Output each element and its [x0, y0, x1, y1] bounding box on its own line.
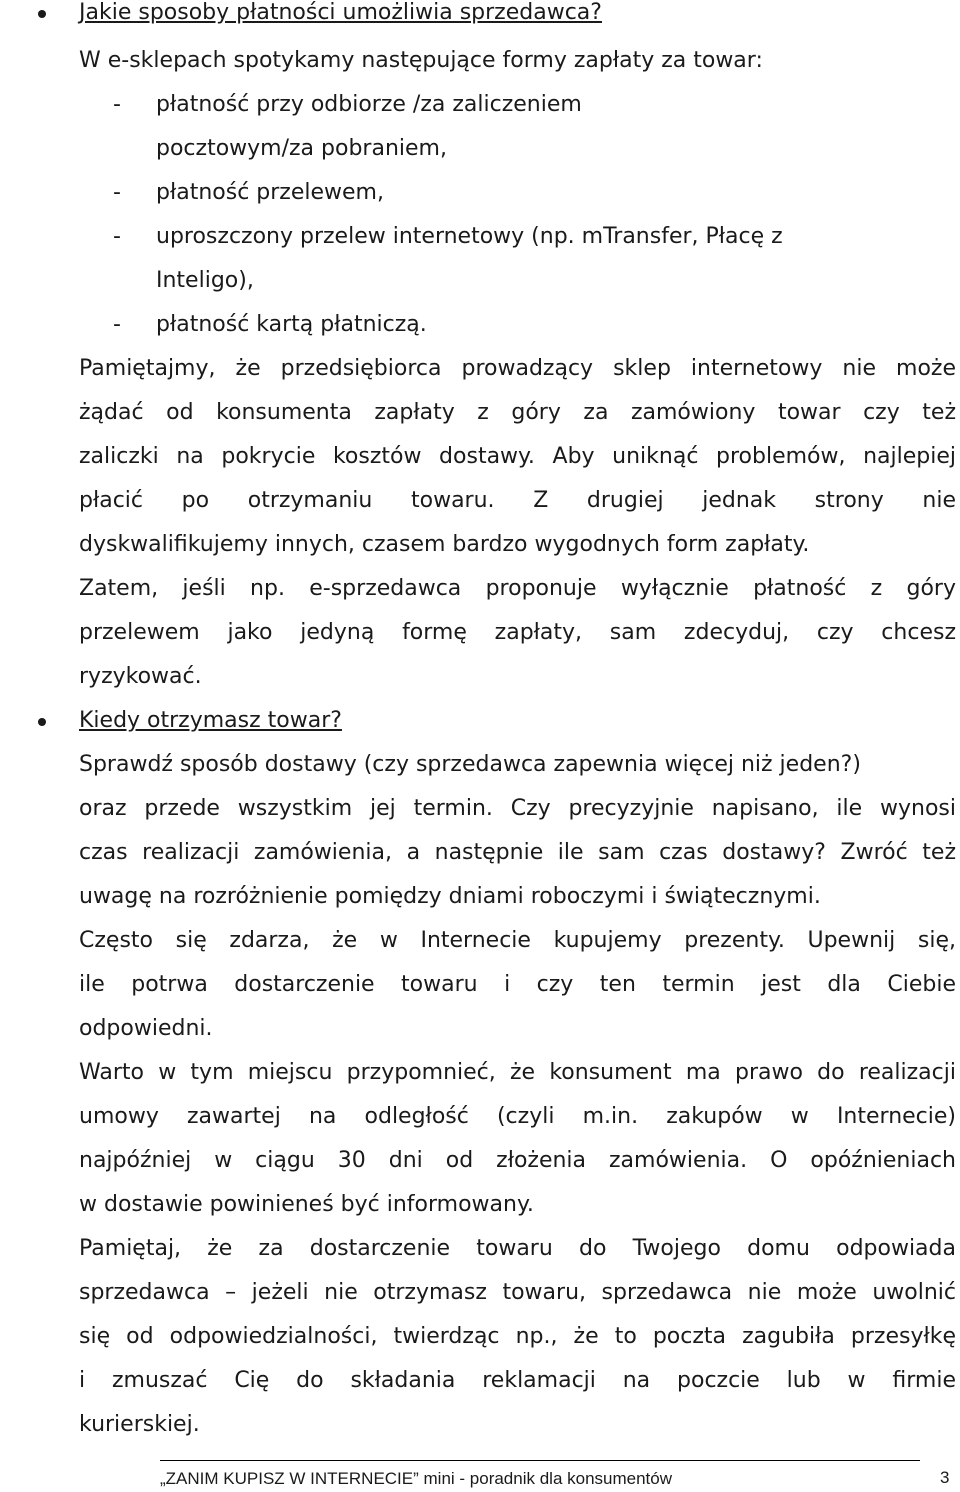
- footer-text: [160, 1467, 780, 1491]
- list-dash: -: [113, 224, 121, 249]
- paragraph-line: kurierskiej.: [79, 1412, 200, 1437]
- paragraph-line: płacić po otrzymaniu towaru. Z drugiej jednak strony nie: [79, 488, 956, 513]
- paragraph-line: przelewem jako jedyną formę zapłaty, sam zdecyduj, czy chcesz: [79, 620, 956, 645]
- paragraph-line: czas realizacji zamówienia, a następnie ile sam czas dostawy? Zwróć też: [79, 840, 956, 865]
- footer-divider: [160, 1460, 920, 1461]
- section-heading-delivery: Kiedy otrzymasz towar?: [79, 708, 342, 733]
- paragraph-line: żądać od konsumenta zapłaty z góry za zamówiony towar czy też: [79, 400, 956, 425]
- paragraph-line: się od odpowiedzialności, twierdząc np., że to poczta zagubiła przesyłkę: [79, 1324, 956, 1349]
- paragraph-line: odpowiedni.: [79, 1016, 213, 1041]
- list-item-continued: pocztowym/za pobraniem,: [156, 136, 447, 161]
- section-heading-payment: Jakie sposoby płatności umożliwia sprzedawca?: [79, 0, 602, 25]
- list-dash: -: [113, 180, 121, 205]
- paragraph-line: Warto w tym miejscu przypomnieć, że konsument ma prawo do realizacji: [79, 1060, 956, 1085]
- paragraph-line: najpóźniej w ciągu 30 dni od złożenia zamówienia. O opóźnieniach: [79, 1148, 956, 1173]
- list-item: płatność przy odbiorze /za zaliczeniem: [156, 92, 582, 117]
- paragraph-line: oraz przede wszystkim jej termin. Czy precyzyjnie napisano, ile wynosi: [79, 796, 956, 821]
- paragraph-line: ryzykować.: [79, 664, 202, 689]
- list-dash: -: [113, 312, 121, 337]
- paragraph-line: ile potrwa dostarczenie towaru i czy ten termin jest dla Ciebie: [79, 972, 956, 997]
- paragraph-line: sprzedawca – jeżeli nie otrzymasz towaru, sprzedawca nie może uwolnić: [79, 1280, 956, 1305]
- paragraph-line: i zmuszać Cię do składania reklamacji na poczcie lub w firmie: [79, 1368, 956, 1393]
- bullet-icon: [38, 10, 46, 18]
- list-item: płatność kartą płatniczą.: [156, 312, 427, 337]
- paragraph-line: Pamiętajmy, że przedsiębiorca prowadzący sklep internetowy nie może: [79, 356, 956, 381]
- list-item: płatność przelewem,: [156, 180, 384, 205]
- paragraph-line: w dostawie powinieneś być informowany.: [79, 1192, 534, 1217]
- bullet-icon: [38, 718, 46, 726]
- paragraph-line: dyskwalifikujemy innych, czasem bardzo wygodnych form zapłaty.: [79, 532, 810, 557]
- list-item: uproszczony przelew internetowy (np. mTransfer, Płacę z: [156, 224, 783, 249]
- footer-title: „ZANIM KUPISZ W INTERNECIE”: [160, 1469, 419, 1488]
- paragraph-line: zaliczki na pokrycie kosztów dostawy. Aby uniknąć problemów, najlepiej: [79, 444, 956, 469]
- paragraph-line: Zatem, jeśli np. e-sprzedawca proponuje wyłącznie płatność z góry: [79, 576, 956, 601]
- paragraph-line: W e-sklepach spotykamy następujące formy zapłaty za towar:: [79, 48, 763, 73]
- paragraph-line: Sprawdź sposób dostawy (czy sprzedawca zapewnia więcej niż jeden?): [79, 752, 861, 777]
- footer-subtitle: mini - poradnik dla konsumentów: [418, 1469, 673, 1488]
- page-number: 3: [940, 1468, 950, 1487]
- list-item-continued: Inteligo),: [156, 268, 254, 293]
- paragraph-line: umowy zawartej na odległość (czyli m.in. zakupów w Internecie): [79, 1104, 956, 1129]
- list-dash: -: [113, 92, 121, 117]
- paragraph-line: uwagę na rozróżnienie pomiędzy dniami roboczymi i świątecznymi.: [79, 884, 821, 909]
- paragraph-line: Często się zdarza, że w Internecie kupujemy prezenty. Upewnij się,: [79, 928, 956, 953]
- paragraph-line: Pamiętaj, że za dostarczenie towaru do Twojego domu odpowiada: [79, 1236, 956, 1261]
